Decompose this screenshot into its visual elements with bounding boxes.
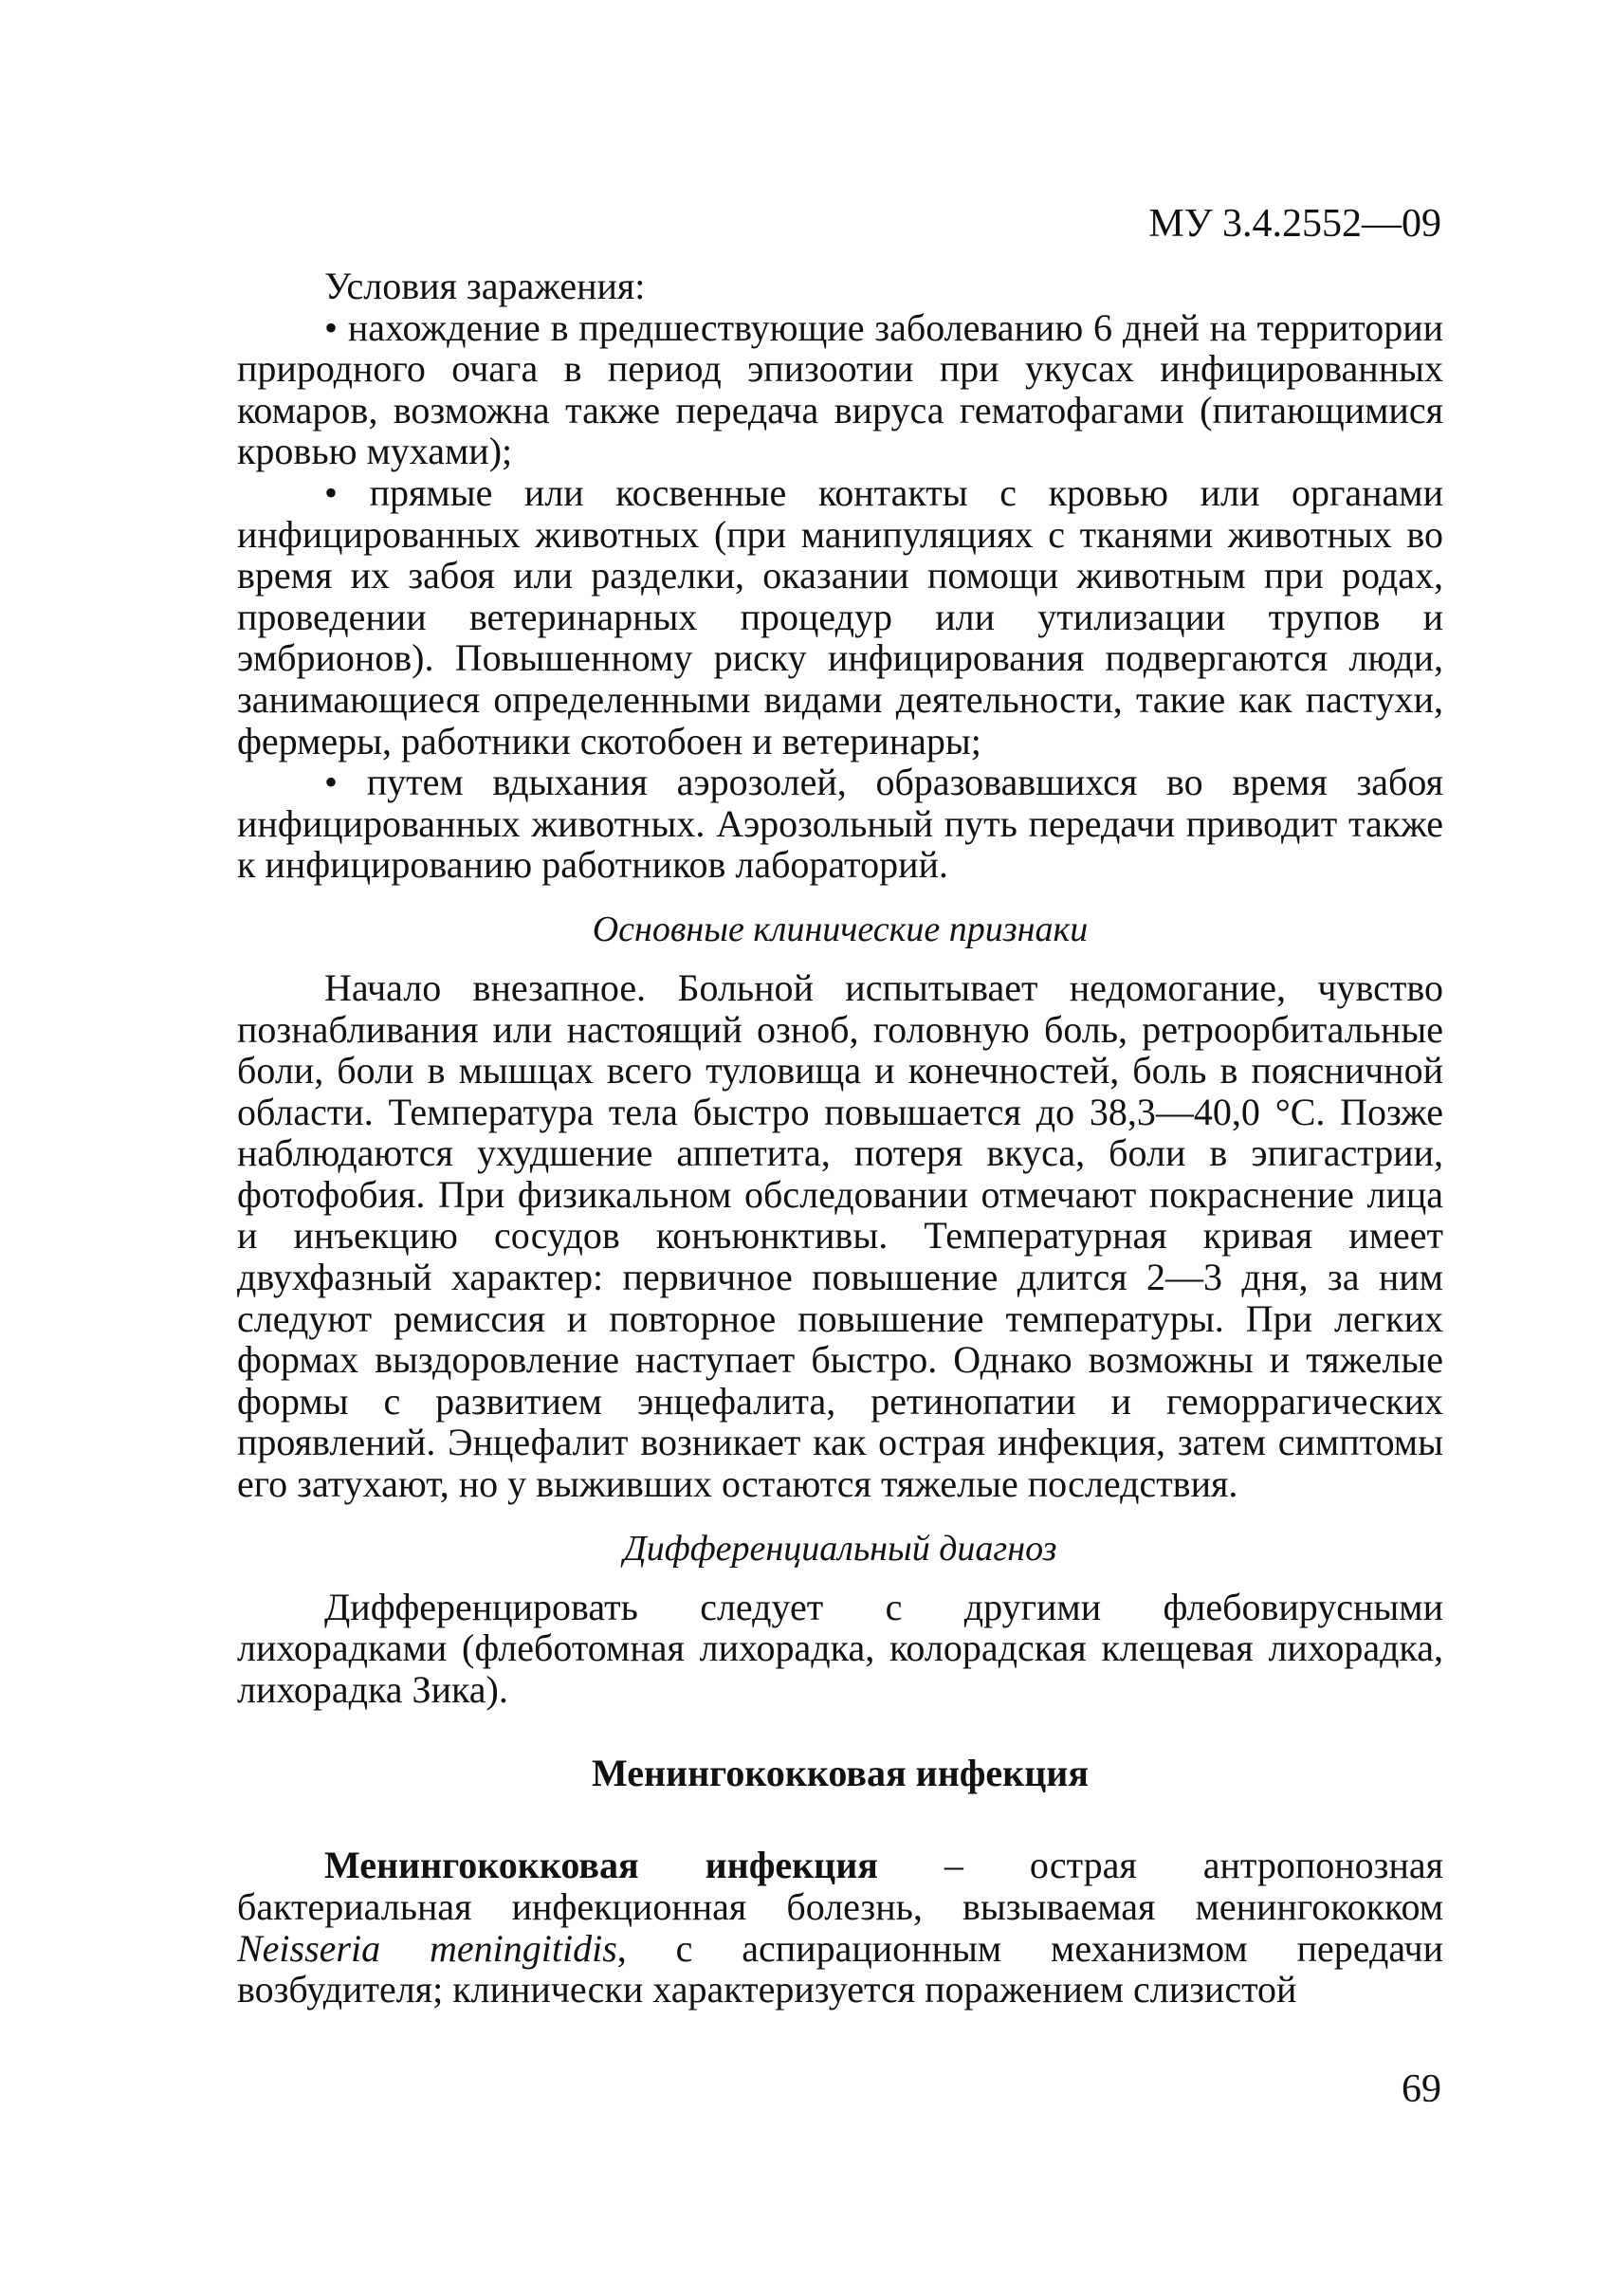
differential-diagnosis-paragraph: Дифференцировать следует с другими флебовирусными лихорадками (флеботомная лихорадка, колорадская клещевая лихорадка, лихорадка Зика).: [237, 1585, 1443, 1711]
bullet-item: • нахождение в предшествующие заболеванию 6 дней на территории природного очага в период эпизоотии при укусах инфицированных комаров, возможна также передача вируса гематофагами (питающимися кровью мухами);: [237, 305, 1443, 473]
definition-text: – острая антропонозная бактериальная инфекционная болезнь, вызываемая менингококком: [237, 1844, 1443, 1928]
meningococcal-definition-paragraph: [237, 1845, 1443, 2010]
section-title: Менингококковая инфекция: [592, 1752, 1089, 1795]
defined-term: Менингококковая инфекция: [324, 1844, 878, 1887]
body-text: [237, 266, 1443, 2011]
latin-name: Neisseria meningitidis: [237, 1926, 617, 1970]
page-number: 69: [1402, 2067, 1441, 2111]
document-code: МУ 3.4.2552—09: [1148, 202, 1441, 246]
infection-conditions-heading: Условия заражения:: [324, 265, 646, 307]
clinical-signs-paragraph: Начало внезапное. Больной испытывает недомогание, чувство познабливания или настоящий озноб, головную боль, ретроорбитальные боли, боли в мышцах всего туловища и конечностей, боль в поясничной области. Температура тела быстро повышается до 38,3—40,0 °С. Позже наблюдаются ухудшение аппетита, потеря вкуса, боли в эпигастрии, фотофобия. При физикальном обследовании отмечают покраснение лица и инъекцию сосудов конъюнктивы. Температурная кривая имеет двухфазный характер: первичное повышение длится 2—3 дня, за ним следуют ремиссия и повторное повышение температуры. При легких формах выздоровление наступает быстро. Однако возможны и тяжелые формы с развитием энцефалита, ретинопатии и геморрагических проявлений. Энцефалит возникает как острая инфекция, затем симптомы его затухают, но у выживших остаются тяжелые последствия.: [237, 965, 1443, 1506]
bullet-item: • путем вдыхания аэрозолей, образовавшихся во время забоя инфицированных животных. Аэрозольный путь передачи приводит также к инфицированию работников лабораторий.: [237, 761, 1443, 887]
bullet-item: • прямые или косвенные контакты с кровью или органами инфицированных животных (при манипуляциях с тканями животных во время их забоя или разделки, оказании помощи животным при родах, проведении ветеринарных процедур или утилизации трупов и эмбрионов). Повышенному риску инфицирования подвергаются люди, занимающиеся определенными видами деятельности, такие как пастухи, фермеры, работники скотобоен и ветеринары;: [237, 470, 1443, 762]
clinical-signs-heading: Основные клинические признаки: [592, 909, 1089, 949]
definition-text-continued: , с аспирационным механизмом передачи возбудителя; клинически характеризуется поражением слизистой: [237, 1926, 1443, 2011]
differential-diagnosis-heading: Дифференциальный диагноз: [623, 1528, 1057, 1569]
